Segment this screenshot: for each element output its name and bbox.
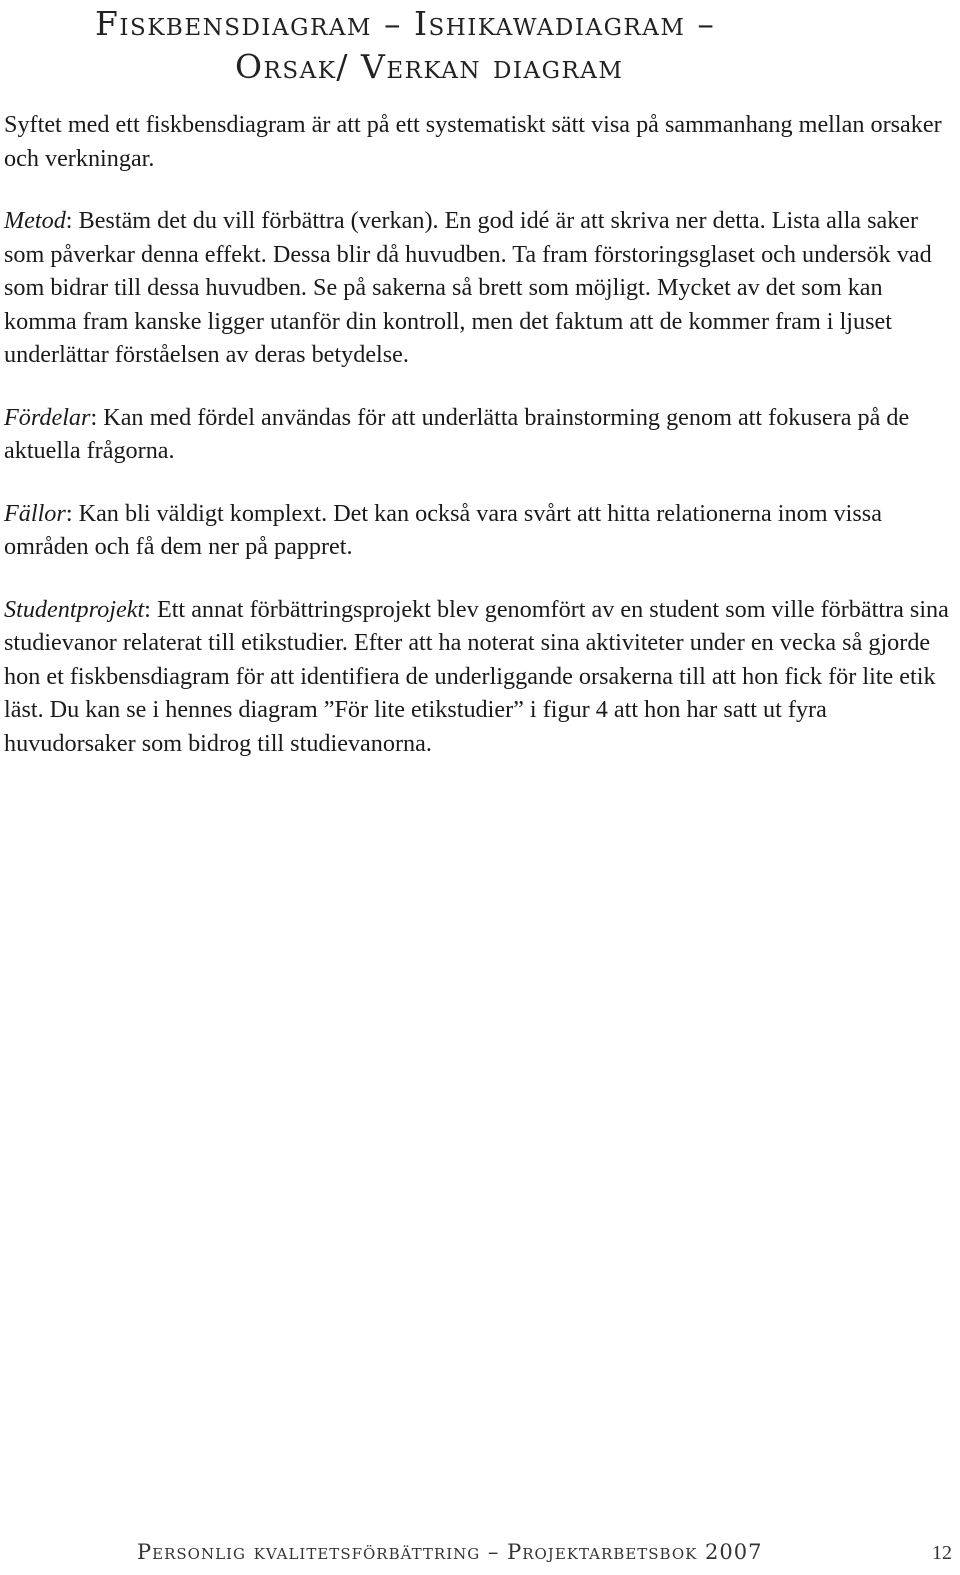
pitfalls-label: Fällor	[4, 499, 66, 527]
page-title-line-2: Orsak/ Verkan diagram	[235, 47, 624, 86]
page-body	[4, 108, 954, 789]
student-project-text: : Ett annat förbättringsprojekt blev genomfört av en student som ville förbättra sina studievanor relaterat till etikstudier. Efter att ha noterat sina aktiviteter under en vecka så gjorde hon et fiskbensdiagram för att identifiera de underliggande orsakerna till att hon fick för lite etik läst. Du kan se i hennes diagram ”För lite etikstudier” i figur 4 att hon har satt ut fyra huvudorsaker som bidrog till studievanorna.	[4, 595, 949, 757]
method-text: : Bestäm det du vill förbättra (verkan). En god idé är att skriva ner detta. Lista alla saker som påverkar denna effekt. Dessa blir då huvudben. Ta fram förstoringsglaset och undersök vad som bidrar till dessa huvudben. Se på sakerna så brett som möjligt. Mycket av det som kan komma fram kanske ligger utanför din kontroll, men det faktum att de kommer fram i ljuset underlättar förståelsen av deras betydelse.	[4, 207, 932, 368]
page-footer	[0, 1538, 960, 1568]
page-title-line-1: Fiskbensdiagram – Ishikawadiagram –	[95, 4, 716, 43]
pitfalls-paragraph	[4, 497, 954, 564]
method-paragraph	[4, 204, 954, 372]
advantages-text: : Kan med fördel användas för att underlätta brainstorming genom att fokusera på de aktuella frågorna.	[4, 403, 910, 464]
footer-title: Personlig kvalitetsförbättring – Projektarbetsbok 2007	[137, 1540, 763, 1564]
advantages-paragraph	[4, 401, 954, 468]
page-number: 12	[932, 1542, 952, 1564]
advantages-label: Fördelar	[4, 403, 91, 431]
page-title	[95, 2, 945, 88]
student-project-label: Studentprojekt	[4, 595, 145, 623]
method-label: Metod	[4, 207, 66, 234]
pitfalls-text: : Kan bli väldigt komplext. Det kan också vara svårt att hitta relationerna inom vissa områden och få dem ner på pappret.	[4, 499, 882, 560]
intro-paragraph: Syftet med ett fiskbensdiagram är att på ett systematiskt sätt visa på sammanhang mellan orsaker och verkningar.	[4, 111, 942, 172]
student-project-paragraph	[4, 593, 954, 761]
